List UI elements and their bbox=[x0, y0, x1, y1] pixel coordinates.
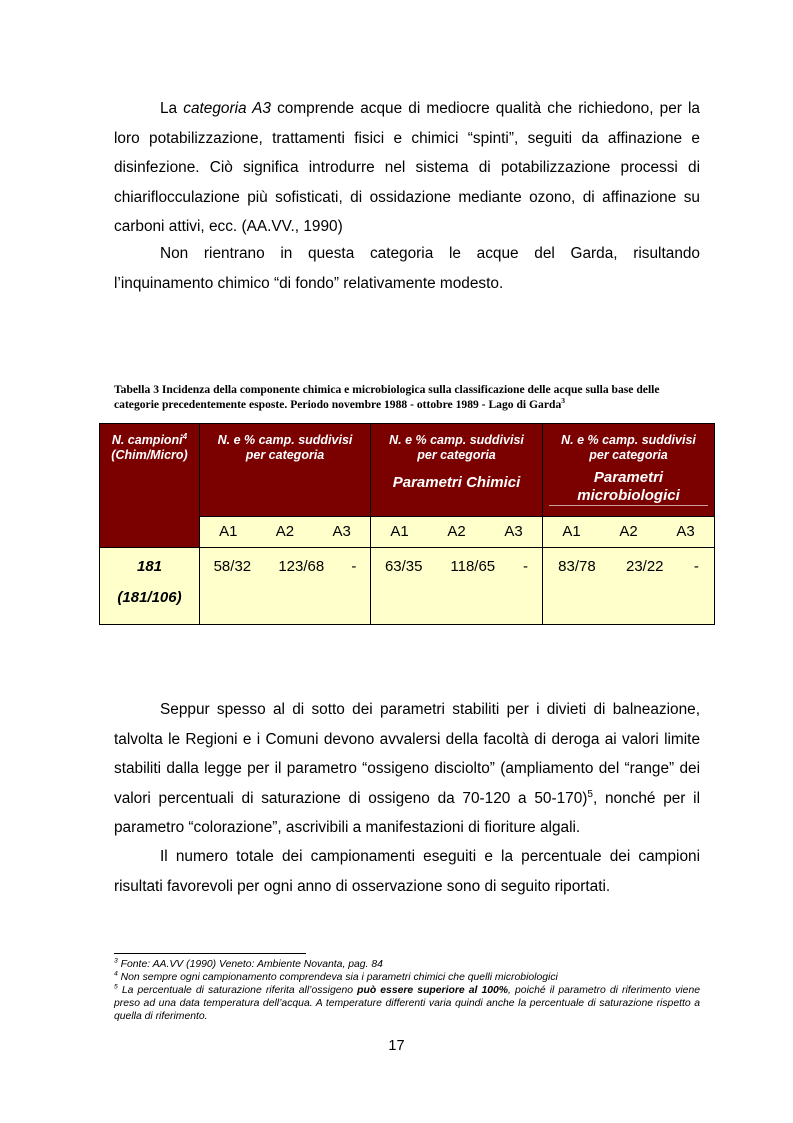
p2-text: Non rientrano in questa categoria le acque del Garda, risultando l’inquinamento chimico “di fondo” relativamente modesto. bbox=[114, 245, 700, 292]
header-group-micro-label: N. e % camp. suddivisi per categoria bbox=[561, 433, 696, 462]
cat-a1: A1 bbox=[219, 523, 238, 540]
footnote-number: 4 bbox=[114, 970, 118, 978]
classification-table bbox=[99, 423, 715, 625]
values-overall bbox=[200, 548, 371, 625]
cat-a2: A2 bbox=[447, 523, 466, 540]
value-a1: 83/78 bbox=[558, 558, 596, 575]
cat-a2: A2 bbox=[275, 523, 295, 540]
page-number: 17 bbox=[388, 1038, 405, 1054]
table-caption bbox=[114, 382, 704, 412]
caption-sup: 3 bbox=[561, 396, 566, 406]
value-a3: - bbox=[693, 558, 699, 575]
footnote-text-after: , poiché il parametro di riferimento viene preso ad una data temperatura dell’acqua. A temperature differenti varia quindi anche la percentuale di saturazione rispetto a quella di riferimento. bbox=[114, 985, 701, 1022]
p3-text: Seppur spesso al di sotto dei parametri stabiliti per i divieti di balneazione, talvolta le Regioni e i Comuni devono avvalersi della facoltà di deroga ai valori limite stabiliti dalla legge per il parametro “ossigeno disciolto” (ampliamento del “range” dei valori percentuali di saturazione di ossigeno da 70-120 a 50-170) bbox=[114, 701, 700, 807]
header-group-overall-label: N. e % camp. suddivisi per categoria bbox=[217, 433, 353, 462]
p1-after: comprende acque di mediocre qualità che richiedono, per la loro potabilizzazione, trattamenti fisici e chimici “spinti”, seguiti da affinazione e disinfezione. Ciò significa introdurre nel sistema di potabilizzazione processi di chiariflocculazione più sofisticati, di ossidazione mediante ozono, di affinazione su carboni attivi, ecc. (AA.VV., 1990) bbox=[114, 100, 700, 235]
footnote-4 bbox=[114, 971, 700, 984]
p3-sup: 5 bbox=[587, 788, 593, 800]
cat-a1: A1 bbox=[390, 523, 409, 540]
footnote-text: Fonte: AA.VV (1990) Veneto: Ambiente Novanta, pag. 84 bbox=[117, 959, 383, 970]
p1-italic: categoria A3 bbox=[183, 100, 271, 117]
header-group-chemical bbox=[371, 424, 543, 517]
footnote-separator bbox=[114, 953, 306, 954]
cat-a3: A3 bbox=[332, 523, 351, 540]
values-micro bbox=[543, 548, 715, 625]
footnote-bold: può essere superiore al 100% bbox=[357, 985, 509, 996]
header-parametri-chimici: Parametri Chimici bbox=[392, 474, 521, 491]
footnote-number: 3 bbox=[114, 957, 118, 965]
n-campioni-split: (181/106) bbox=[117, 589, 182, 606]
cat-a3: A3 bbox=[676, 523, 695, 540]
p1-before: La bbox=[160, 100, 184, 117]
paragraph-garda bbox=[114, 239, 700, 298]
header-divider bbox=[549, 505, 708, 506]
value-a2: 123/68 bbox=[278, 558, 325, 575]
value-a3: - bbox=[523, 558, 529, 575]
paragraph-deroga bbox=[114, 695, 700, 843]
header-group-overall bbox=[200, 424, 371, 517]
header-group-chemical-label: N. e % camp. suddivisi per categoria bbox=[389, 433, 524, 462]
p4-text: Il numero totale dei campionamenti eseguiti e la percentuale dei campioni risultati favorevoli per ogni anno di osservazione sono di seguito riportati. bbox=[114, 848, 700, 895]
footnotes bbox=[114, 958, 700, 1023]
cell-n-campioni bbox=[100, 548, 200, 625]
categories-overall bbox=[200, 517, 371, 548]
categories-micro bbox=[543, 517, 715, 548]
header-chim-micro: (Chim/Micro) bbox=[111, 448, 188, 462]
paragraph-campionamenti bbox=[114, 842, 700, 901]
value-a2: 23/22 bbox=[625, 558, 664, 575]
paragraph-category-a3 bbox=[114, 94, 700, 242]
value-a3: - bbox=[351, 558, 357, 575]
categories-chemical bbox=[371, 517, 543, 548]
header-parametri-microbiologici: Parametri microbiologici bbox=[577, 469, 680, 504]
header-n-campioni bbox=[100, 424, 200, 548]
values-chemical bbox=[371, 548, 543, 625]
footnote-text: Non sempre ogni campionamento comprendeva sia i parametri chimici che quelli microbiologici bbox=[117, 972, 558, 983]
value-a1: 58/32 bbox=[213, 558, 252, 575]
footnote-5 bbox=[114, 984, 700, 1023]
footnote-text: La percentuale di saturazione riferita all’ossigeno bbox=[117, 985, 358, 996]
header-sup: 4 bbox=[182, 431, 188, 441]
cat-a2: A2 bbox=[619, 523, 638, 540]
n-campioni-total: 181 bbox=[136, 558, 163, 575]
value-a1: 63/35 bbox=[384, 558, 423, 575]
header-n-campioni-label: N. campioni bbox=[111, 433, 183, 447]
footnote-3 bbox=[114, 958, 700, 971]
footnote-number: 5 bbox=[114, 983, 118, 991]
caption-text: Tabella 3 Incidenza della componente chimica e microbiologica sulla classificazione delle acque sulla base delle categorie precedentemente esposte. Periodo novembre 1988 - ottobre 1989 - Lago di Garda bbox=[114, 383, 660, 411]
p3-after: , nonché per il parametro “colorazione”, ascrivibili a manifestazioni di fioriture algali. bbox=[114, 789, 701, 836]
value-a2: 118/65 bbox=[450, 558, 496, 575]
cat-a3: A3 bbox=[504, 523, 523, 540]
header-group-micro bbox=[543, 424, 715, 517]
cat-a1: A1 bbox=[562, 523, 581, 540]
